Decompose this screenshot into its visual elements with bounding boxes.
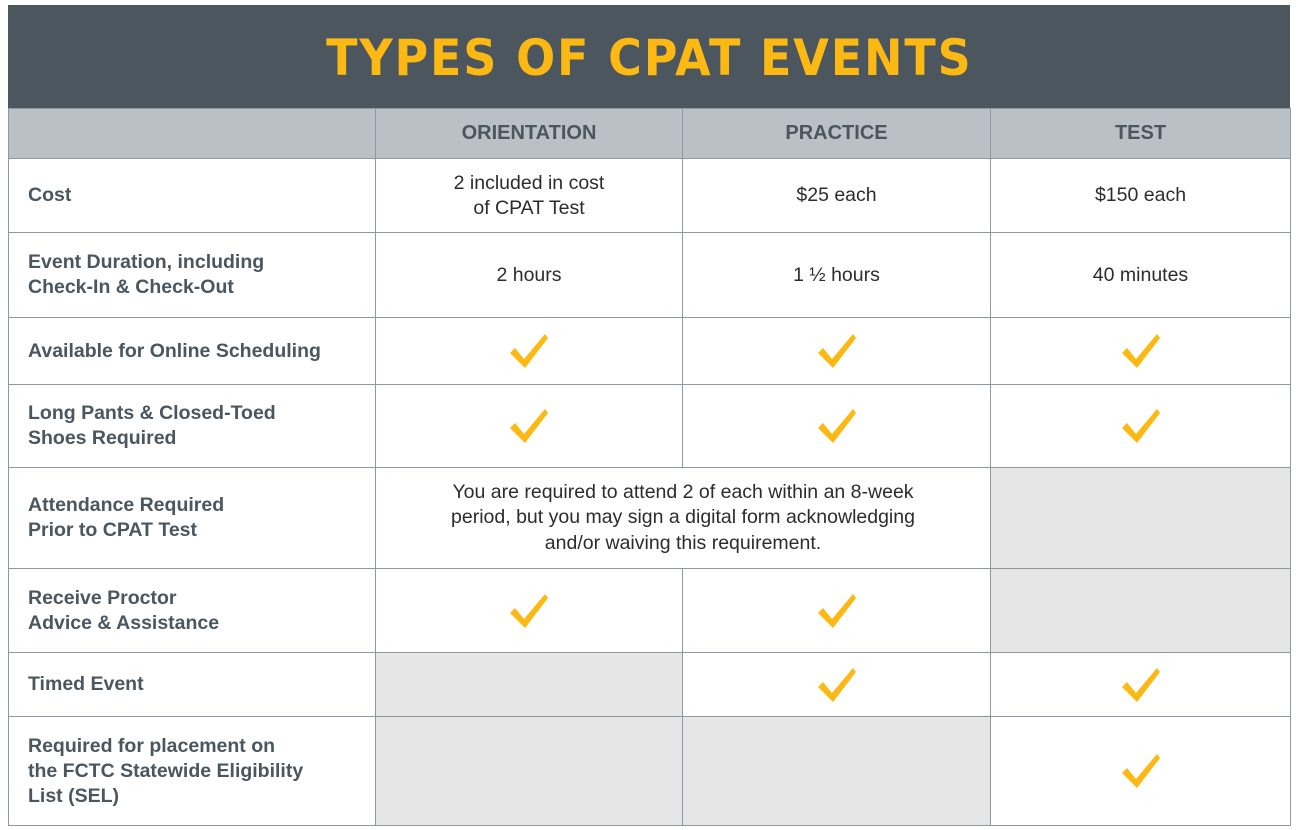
table-row-sel [9,717,1291,826]
cell-pants-test [991,385,1291,468]
checkmark-icon [991,751,1290,791]
column-header-orientation: ORIENTATION [376,109,683,159]
checkmark-icon [376,331,682,371]
cell-attendance-note [376,468,991,569]
row-label-duration [9,233,376,318]
row-label-attendance [9,468,376,569]
events-table [8,108,1291,826]
cell-online-practice [683,318,991,385]
cell-text-line: of CPAT Test [473,196,585,219]
cell-cost-test: $150 each [991,159,1291,233]
row-label-line: Required for placement on [28,734,276,757]
cell-online-orientation [376,318,683,385]
table-row-attendance [9,468,1291,569]
cell-duration-practice: 1 ½ hours [683,233,991,318]
checkmark-icon [991,331,1290,371]
cell-pants-practice [683,385,991,468]
row-label-long-pants [9,385,376,468]
cell-sel-test [991,717,1291,826]
table-row-long-pants [9,385,1291,468]
row-label-line: Timed Event [28,673,144,695]
row-label-line: Available for Online Scheduling [28,339,321,362]
checkmark-icon [991,406,1290,446]
row-label-line: Cost [28,184,72,206]
cell-sel-orientation-na [376,717,683,826]
row-label-proctor [9,569,376,653]
row-label-line: Prior to CPAT Test [28,519,198,541]
row-label-sel [9,717,376,826]
cell-proctor-orientation [376,569,683,653]
cell-cost-practice: $25 each [683,159,991,233]
checkmark-icon [683,406,990,446]
table-row-online-scheduling [9,318,1291,385]
row-label-cost [9,159,376,233]
row-label-line: List (SEL) [28,784,119,807]
checkmark-icon [376,591,682,631]
cell-text-line: 2 included in cost [453,171,605,194]
row-label-line: Shoes Required [28,427,177,449]
cell-sel-practice-na [683,717,991,826]
note-line: period, but you may sign a digital form acknowledging [451,506,915,529]
cell-proctor-test-na [991,569,1291,653]
row-label-line: Event Duration, including [28,251,265,273]
row-label-line: Long Pants & Closed-Toed [28,402,276,424]
checkmark-icon [991,665,1290,705]
table-row-duration [9,233,1291,318]
checkmark-icon [683,591,990,631]
cell-pants-orientation [376,385,683,468]
title-bar [8,5,1290,108]
cell-timed-practice [683,653,991,717]
header-row [9,109,1291,159]
column-header-practice: PRACTICE [683,109,991,159]
table-row-cost [9,159,1291,233]
checkmark-icon [683,331,990,371]
row-label-timed-event [9,653,376,717]
checkmark-icon [683,665,990,705]
header-empty-cell [9,109,376,159]
cell-duration-test: 40 minutes [991,233,1291,318]
table-row-timed-event [9,653,1291,717]
cpat-events-chart [8,5,1290,825]
row-label-line: Receive Proctor [28,586,177,609]
row-label-line: the FCTC Statewide Eligibility [28,759,304,782]
note-line: You are required to attend 2 of each within an 8-week [452,480,914,503]
cell-online-test [991,318,1291,385]
checkmark-icon [376,406,682,446]
page-title: TYPES OF CPAT EVENTS [325,28,973,87]
cell-proctor-practice [683,569,991,653]
row-label-online-scheduling [9,318,376,385]
row-label-line: Check-In & Check-Out [28,276,234,298]
cell-timed-orientation-na [376,653,683,717]
cell-duration-orientation: 2 hours [376,233,683,318]
cell-cost-orientation [376,159,683,233]
cell-timed-test [991,653,1291,717]
column-header-test: TEST [991,109,1291,159]
note-line: and/or waiving this requirement. [544,531,822,554]
cell-attendance-test-na [991,468,1291,569]
row-label-line: Advice & Assistance [28,611,220,634]
table-row-proctor [9,569,1291,653]
row-label-line: Attendance Required [28,494,225,516]
